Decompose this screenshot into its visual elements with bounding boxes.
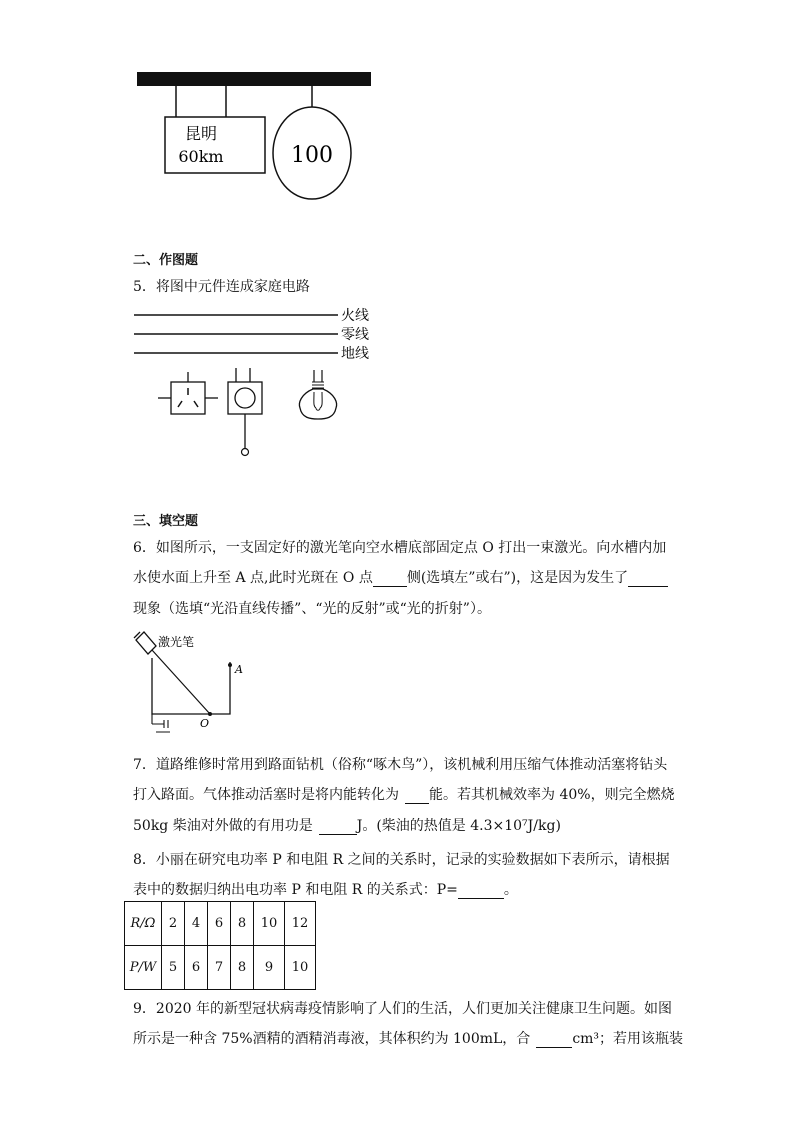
- point-a-label: A: [235, 663, 243, 676]
- q6-line-2-a: 水使水面上升至 A 点,此时光斑在 O 点: [133, 570, 373, 586]
- resistance-power-table: [124, 901, 316, 990]
- q5-text: 5．将图中元件连成家庭电路: [133, 279, 310, 295]
- socket-hole-right: [194, 401, 198, 407]
- switch-lead-end: [242, 449, 249, 456]
- table-cell: 7: [208, 946, 231, 990]
- sign-station: 昆明: [184, 124, 218, 143]
- q7-line-2: [133, 784, 675, 804]
- point-o-marker: [208, 712, 212, 716]
- table-cell: 10: [285, 946, 316, 990]
- laser-tank-figure: [130, 628, 280, 740]
- switch-box: [228, 382, 262, 414]
- sign-distance: 60km: [178, 147, 224, 166]
- bulb-leads: [314, 370, 322, 382]
- neutral-wire-label: 零线: [341, 327, 369, 343]
- q8-blank-formula[interactable]: [458, 884, 504, 899]
- circuit-figure: [130, 300, 390, 465]
- section-3-heading: 三、填空题: [133, 514, 199, 529]
- water-tank: [152, 658, 230, 714]
- q7-line-1: 7．道路维修时常用到路面钻机（俗称“啄木鸟”），该机械利用压缩气体推动活塞将钻头: [133, 757, 668, 773]
- table-cell: 6: [185, 946, 208, 990]
- q8-line-2-text: 表中的数据归纳出电功率 P 和电阻 R 的关系式：P=: [133, 882, 458, 898]
- q9-line-1: 9．2020 年的新型冠状病毒疫情影响了人们的生活，人们更加关注健康卫生问题。如图: [133, 1001, 672, 1017]
- q7-line-3: [133, 815, 561, 835]
- three-pin-socket: [171, 382, 205, 414]
- table-row: [125, 902, 316, 946]
- sign-bar: [137, 72, 371, 86]
- table-cell: 9: [254, 946, 285, 990]
- road-sign-figure: [130, 65, 380, 205]
- table-cell: 2: [162, 902, 185, 946]
- q7-blank-work[interactable]: [319, 820, 357, 835]
- ground-wire-label: 地线: [341, 346, 369, 362]
- tank-stand: [152, 714, 170, 732]
- table-cell: 8: [231, 946, 254, 990]
- q9-blank-volume[interactable]: [536, 1033, 572, 1048]
- q7-blank-energy[interactable]: [405, 789, 429, 804]
- table-cell: 10: [254, 902, 285, 946]
- q6-line-1: 6．如图所示，一支固定好的激光笔向空水槽底部固定点 O 打出一束激光。向水槽内加: [133, 540, 667, 556]
- table-cell: 5: [162, 946, 185, 990]
- q9-line-2: [133, 1028, 683, 1048]
- table-cell: 6: [208, 902, 231, 946]
- q6-blank-side[interactable]: [373, 572, 407, 587]
- socket-hole-left: [178, 401, 182, 407]
- q6-line-2-b: 侧(选填左”或右”)，这是因为发生了: [406, 570, 629, 586]
- q7-line-2-a: 打入路面。气体推动活塞时是将内能转化为: [133, 787, 399, 803]
- table-header-p: P/W: [125, 946, 162, 990]
- point-a-marker: [228, 663, 232, 667]
- light-bulb: [299, 389, 336, 419]
- q6-line-3: 现象（选填“光沿直线传播”、“光的反射”或“光的折射”）。: [133, 601, 491, 617]
- q7-line-3-a: 50kg 柴油对外做的有用功是: [133, 818, 313, 834]
- q9-line-2-a: 所示是一种含 75%酒精的酒精消毒液，其体积约为 100mL，合: [133, 1031, 531, 1047]
- bulb-base: [312, 382, 324, 388]
- q7-line-3-b: J。(柴油的热值是 4.3×10⁷J/kg): [356, 818, 561, 834]
- table-header-r: R/Ω: [125, 902, 162, 946]
- laser-pen-label: 激光笔: [158, 635, 195, 649]
- table-cell: 8: [231, 902, 254, 946]
- q6-line-2: [133, 567, 668, 587]
- bulb-filament: [314, 392, 322, 410]
- speed-limit-value: 100: [291, 143, 333, 168]
- q8-line-2-end: 。: [503, 882, 518, 898]
- live-wire-label: 火线: [341, 308, 369, 324]
- laser-beam: [152, 650, 210, 714]
- q9-line-2-b: cm³；若用该瓶装: [572, 1031, 684, 1047]
- switch-knob: [235, 388, 255, 408]
- table-cell: 4: [185, 902, 208, 946]
- q6-blank-phenomenon[interactable]: [628, 572, 668, 587]
- q8-line-2: [133, 879, 518, 899]
- point-o-label: O: [200, 717, 210, 730]
- section-2-heading: 二、作图题: [133, 253, 199, 268]
- q7-line-2-b: 能。若其机械效率为 40%，则完全燃烧: [429, 787, 675, 803]
- q8-line-1: 8．小丽在研究电功率 P 和电阻 R 之间的关系时，记录的实验数据如下表所示，请根据: [133, 852, 670, 868]
- table-cell: 12: [285, 902, 316, 946]
- table-row: [125, 946, 316, 990]
